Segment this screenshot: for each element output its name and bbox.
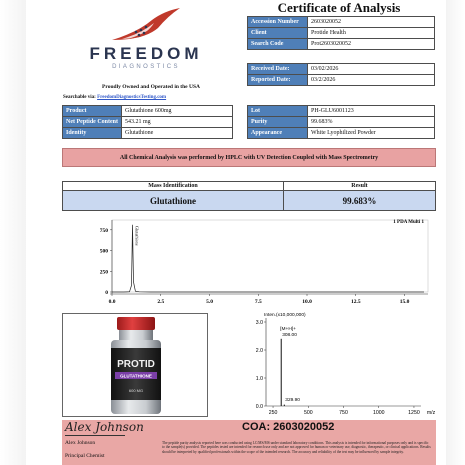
vial-brand: PROTID [117,359,155,370]
accession-label: Accession Number [248,17,308,28]
table-row [248,64,435,75]
ms-title: Inten.(x10,000,000) [264,313,306,318]
page-shadow-right [446,0,465,465]
x-axis-label: m/z [426,410,436,416]
brand-subtitle: DIAGNOSTICS [112,64,180,70]
identity-value: Glutathione [122,128,233,139]
y-tick-label: 2.0 [255,348,263,354]
table-row [63,106,233,117]
mass-id-header: Mass Identification [63,182,284,191]
appearance-value: White Lyophilized Powder [308,128,435,139]
result-value: 99.683% [283,191,435,211]
table-row [248,17,435,28]
mass-spectrum [216,310,441,420]
table-row [248,117,435,128]
peak-label: Glutathione [134,226,140,246]
table-row [63,128,233,139]
brand-name: FREEDOM [89,44,203,63]
client-label: Client [248,28,308,39]
x-tick-label: 12.5 [350,299,361,305]
search-link[interactable]: FreedomDiagnosticsTesting.com [97,95,167,100]
method-banner: All Chemical Analysis was performed by HPLC with UV Detection Coupled with Mass Spectrometry [62,148,436,167]
product-value: Glutathione 600mg [122,106,233,117]
reported-label: Reported Date: [248,75,308,86]
table-row [248,28,435,39]
hplc-chromatogram [62,214,436,310]
chromatogram-trace [112,225,424,292]
x-tick-label: 250 [268,410,278,416]
dates-table [247,63,435,86]
table-row [63,117,233,128]
x-tick-label: 0.0 [108,299,116,305]
certificate-page [26,0,446,465]
x-tick-label: 15.0 [399,299,410,305]
result-header: Result [283,182,435,191]
accession-table [247,16,435,50]
footer-panel [62,420,436,465]
accession-value: 2603020052 [308,17,435,28]
identity-label: Identity [63,128,122,139]
product-vial-image [62,313,208,417]
table-row [248,106,435,117]
plot-frame [112,220,428,292]
mass-id-value: Glutathione [63,191,284,211]
npc-label: Net Peptide Content [63,117,122,128]
x-tick-label: 7.5 [254,299,262,305]
x-tick-label: 500 [303,410,313,416]
x-tick-label: 1250 [408,410,420,416]
y-tick-label: 1.0 [255,376,263,382]
signer-title: Principal Chemist [65,453,105,459]
appearance-label: Appearance [248,128,308,139]
client-value: Protide Health [308,28,435,39]
product-table [62,105,233,139]
npc-value: 543.21 mg [122,117,233,128]
vial-dose: 600 MG [128,388,144,393]
product-label: Product [63,106,122,117]
legend-label: 1 PDA Multi 1 [393,220,424,225]
table-row [63,182,436,191]
x-tick-label: 2.5 [157,299,165,305]
received-value: 03/02/2026 [308,64,435,75]
purity-label: Purity [248,117,308,128]
x-tick-label: 5.0 [206,299,213,305]
disclaimer-text: The peptide purity analysis reported here was conducted using LC/MS/MS under standard laboratory conditions. This analysis is intended for informational purposes only and is specific to the sample(s) provided. The peptides tested are intended for research use only and are not approved for human or veterinary use, diagnostic, therapeutic, or clinical applications. Results should be interpreted by qualified professionals within the scope of the intended research. The accuracy and reliability of the test may be influenced by sample integrity. [162,441,431,454]
signature-line [65,435,125,436]
reported-value: 03/2/2026 [308,75,435,86]
vial-cap [117,317,155,330]
search-code-label: Search Code [248,39,308,50]
table-row [63,191,436,211]
search-code-value: Prot2603020052 [308,39,435,50]
x-tick-label: 10.0 [302,299,312,305]
signature: Alex Johnson [65,420,144,434]
coa-number: COA: 2603020052 [242,421,335,433]
lot-table [247,105,435,139]
lot-value: PH-GLU6001123 [308,106,435,117]
y-tick-label: 750 [99,227,108,234]
freedom-logo [76,6,216,86]
y-tick-label: 250 [99,269,108,276]
x-tick-label: 1000 [372,410,385,416]
y-tick-label: 3.0 [255,320,263,326]
x-tick-label: 750 [339,410,348,416]
flag-swoosh-icon [108,6,188,44]
searchable-line [63,95,166,100]
y-tick-label: 0.0 [255,404,263,410]
y-tick-label: 500 [99,248,108,255]
ms-peak-label: 329.90 [285,398,300,403]
owned-text: Proudly Owned and Operated in the USA [102,84,200,90]
y-tick-label: 0 [105,290,108,296]
signer-name: Alex Johnson [65,440,96,446]
lot-label: Lot [248,106,308,117]
table-row [248,75,435,86]
vial-product: GLUTATHIONE [120,373,152,379]
table-row [248,39,435,50]
ms-peak-tag: [M+H]+ [280,326,296,332]
results-table [62,181,436,211]
page-shadow-left [0,0,26,465]
received-label: Received Date: [248,64,308,75]
search-label: Searchable via: [63,95,96,100]
ms-peak-label: 308.00 [282,332,297,338]
page-title: Certificate of Analysis [277,0,401,15]
table-row [248,128,435,139]
purity-value: 99.683% [308,117,435,128]
